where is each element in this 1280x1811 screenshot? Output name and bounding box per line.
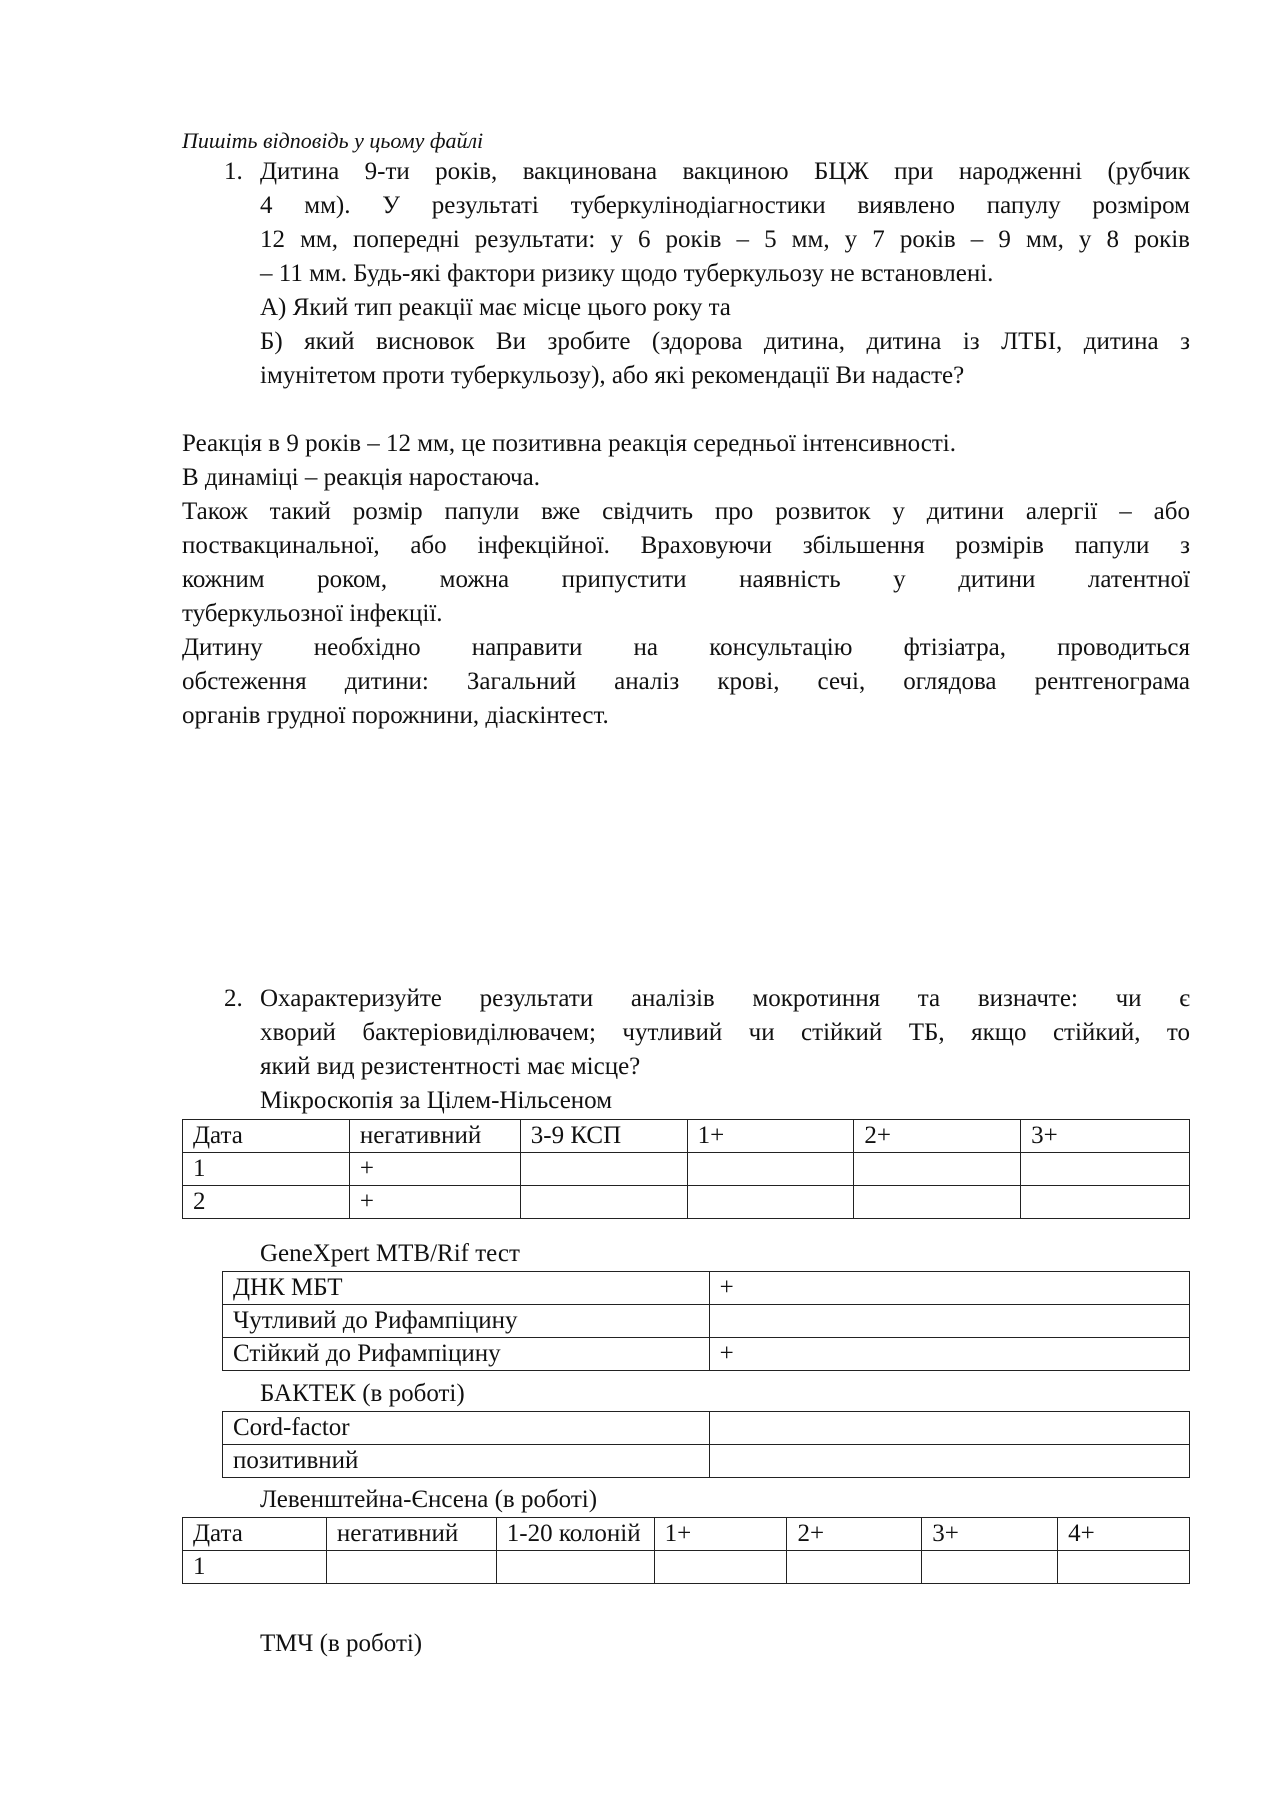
table-cell [854,1186,1021,1219]
question2-line: хворий бактеріовиділювачем; чутливий чи стійкий ТБ, якщо стійкий, то [260,1019,1190,1046]
question1-line: 12 мм, попередні результати: у 6 років – 5 мм, у 7 років – 9 мм, у 8 років [260,226,1190,253]
header-cell: 1+ [654,1518,787,1551]
table-cell [709,1305,1189,1338]
table-cell: Чутливий до Рифампіцину [223,1305,710,1338]
table-header-row [183,1120,1190,1153]
header-cell: негативний [349,1120,520,1153]
question1-line: 4 мм). У результаті туберкулінодіагностики виявлено папулу розміром [260,192,1190,219]
header-cell: 2+ [787,1518,922,1551]
answer1-line: туберкульозної інфекції. [182,600,443,627]
header-cell: 3+ [1021,1120,1190,1153]
header-cell: 4+ [1058,1518,1190,1551]
bactec-table [222,1411,1190,1478]
question2-number: 2. [224,985,243,1012]
lj-table [182,1517,1190,1584]
answer1-line: поствакцинальної, або інфекційної. Враховуючи збільшення розмірів папули з [182,532,1190,559]
question1-option-b: Б) який висновок Ви зробите (здорова дитина, дитина із ЛТБІ, дитина з [260,328,1190,355]
table-row [223,1338,1190,1371]
tmch-title: ТМЧ (в роботі) [260,1630,423,1657]
table-cell [326,1551,496,1584]
table-cell [687,1186,854,1219]
table-row [183,1551,1190,1584]
answer1-line: Реакція в 9 років – 12 мм, це позитивна реакція середньої інтенсивності. [182,430,956,457]
header-cell: 2+ [854,1120,1021,1153]
answer1-line: органів грудної порожнини, діаскінтест. [182,702,609,729]
table-cell: ДНК МБТ [223,1272,710,1305]
table-cell: + [349,1153,520,1186]
table-cell [654,1551,787,1584]
table-cell: + [709,1338,1189,1371]
table-row [183,1186,1190,1219]
header-cell: 1+ [687,1120,854,1153]
header-cell: негативний [326,1518,496,1551]
table-cell: 2 [183,1186,350,1219]
table-cell [1021,1153,1190,1186]
question1-line: – 11 мм. Будь-які фактори ризику щодо туберкульозу не встановлені. [260,260,994,287]
table-row [223,1272,1190,1305]
question1-option-a: А) Який тип реакції має місце цього року та [260,294,731,321]
table-cell [520,1153,687,1186]
table-cell: + [709,1272,1189,1305]
table-row [183,1153,1190,1186]
table-row [223,1445,1190,1478]
table-cell [922,1551,1058,1584]
table-row [223,1412,1190,1445]
header-cell: Дата [183,1518,327,1551]
table-cell [687,1153,854,1186]
table-cell: позитивний [223,1445,710,1478]
microscopy-title: Мікроскопія за Цілем-Нільсеном [260,1087,613,1114]
table-cell [787,1551,922,1584]
table-cell: + [349,1186,520,1219]
answer1-line: В динаміці – реакція наростаюча. [182,464,540,491]
answer1-line: Також такий розмір папули вже свідчить про розвиток у дитини алергії – або [182,498,1190,525]
header-cell: 3-9 КСП [520,1120,687,1153]
question1-number: 1. [224,158,243,185]
table-cell [496,1551,654,1584]
question2-line: Охарактеризуйте результати аналізів мокротиння та визначте: чи є [260,985,1190,1012]
table-row [223,1305,1190,1338]
table-cell [709,1445,1189,1478]
lj-title: Левенштейна-Єнсена (в роботі) [260,1486,598,1513]
header-cell: 1-20 колоній [496,1518,654,1551]
genexpert-title: GeneXpert MTB/Rif тест [260,1240,520,1267]
table-cell [854,1153,1021,1186]
question1-line: імунітетом проти туберкульозу), або які рекомендації Ви надасте? [260,362,965,389]
header-cell: Дата [183,1120,350,1153]
table-cell [1058,1551,1190,1584]
table-cell: 1 [183,1551,327,1584]
table-cell: Cord-factor [223,1412,710,1445]
table-cell [1021,1186,1190,1219]
genexpert-table [222,1271,1190,1371]
answer1-line: обстеження дитини: Загальний аналіз крові, сечі, оглядова рентгенограма [182,668,1190,695]
bactec-title: БАКТЕК (в роботі) [260,1380,465,1407]
table-cell: Стійкий до Рифампіцину [223,1338,710,1371]
instruction-text: Пишіть відповідь у цьому файлі [182,128,484,153]
microscopy-table [182,1119,1190,1219]
table-cell [520,1186,687,1219]
question2-line: який вид резистентності має місце? [260,1053,641,1080]
table-cell [709,1412,1189,1445]
answer1-line: Дитину необхідно направити на консультацію фтізіатра, проводиться [182,634,1190,661]
answer1-line: кожним роком, можна припустити наявність у дитини латентної [182,566,1190,593]
question1-line: Дитина 9-ти років, вакцинована вакциною БЦЖ при народженні (рубчик [260,158,1190,185]
table-header-row [183,1518,1190,1551]
header-cell: 3+ [922,1518,1058,1551]
table-cell: 1 [183,1153,350,1186]
